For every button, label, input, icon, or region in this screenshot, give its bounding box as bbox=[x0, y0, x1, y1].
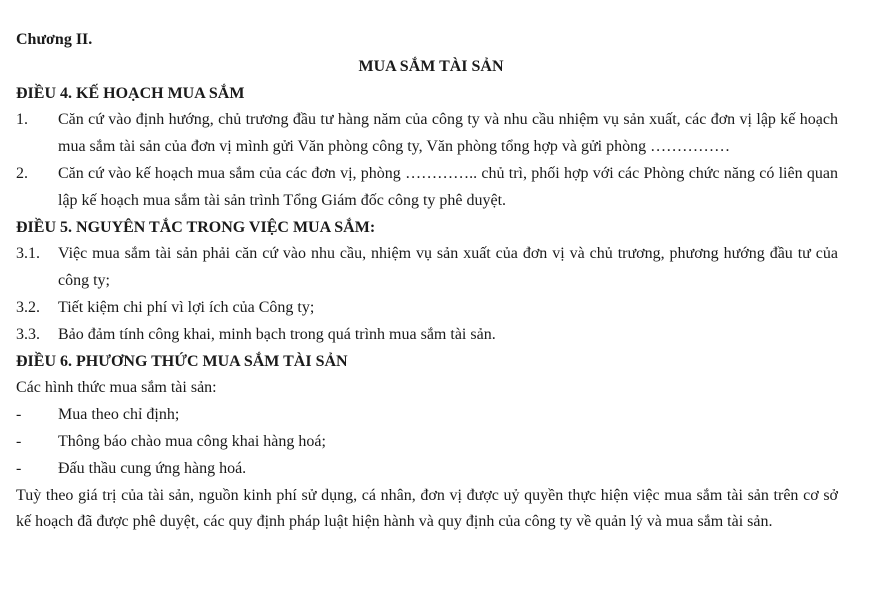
item-number: 3.2. bbox=[16, 298, 40, 316]
article-6-closing: Tuỳ theo giá trị của tài sản, nguồn kinh phí sử dụng, cá nhân, đơn vị được uỷ quyền thực hiện việc mua sắm tài sản trên cơ sở kế hoạch đã được phê duyệt, các quy định pháp luật hiện hành và quy định của công ty về quản lý và mua sắm tài sản. bbox=[16, 486, 838, 531]
item-text: Tiết kiệm chi phí vì lợi ích của Công ty; bbox=[58, 298, 315, 316]
item-text: Căn cứ vào kế hoạch mua sắm của các đơn vị, phòng ………….. chủ trì, phối hợp với các Phòng chức năng có liên quan lập kế hoạch mua sắm tài sản trình Tổng Giám đốc công ty phê duyệt. bbox=[58, 164, 838, 209]
article-5-item bbox=[16, 241, 838, 295]
item-number: 1. bbox=[16, 111, 28, 129]
item-number: 3.3. bbox=[16, 325, 40, 343]
bullet-text: Thông báo chào mua công khai hàng hoá; bbox=[58, 432, 326, 450]
bullet-item bbox=[16, 429, 838, 456]
bullet-text: Đấu thầu cung ứng hàng hoá. bbox=[58, 459, 247, 477]
bullet-mark: - bbox=[16, 432, 22, 450]
bullet-mark: - bbox=[16, 459, 22, 477]
bullet-text: Mua theo chỉ định; bbox=[58, 406, 180, 424]
item-text: Căn cứ vào định hướng, chủ trương đầu tư hàng năm của công ty và nhu cầu nhiệm vụ sản xuất, các đơn vị lập kế hoạch mua sắm tài sản của đơn vị mình gửi Văn phòng công ty, Văn phòng tổng hợp và gửi phòng …………… bbox=[58, 111, 838, 156]
item-number: 2. bbox=[16, 164, 28, 182]
article-4-item bbox=[16, 107, 838, 161]
article-5-item bbox=[16, 322, 838, 349]
article-6-heading: ĐIỀU 6. PHƯƠNG THỨC MUA SẮM TÀI SẢN bbox=[16, 352, 348, 370]
article-5-heading: ĐIỀU 5. NGUYÊN TẮC TRONG VIỆC MUA SẮM: bbox=[16, 218, 376, 236]
chapter-title: MUA SẮM TÀI SẢN bbox=[358, 57, 504, 75]
item-number: 3.1. bbox=[16, 245, 40, 263]
article-4-heading: ĐIỀU 4. KẾ HOẠCH MUA SẮM bbox=[16, 84, 245, 102]
article-4-item bbox=[16, 161, 838, 215]
bullet-item bbox=[16, 456, 838, 483]
article-6-intro: Các hình thức mua sắm tài sản: bbox=[16, 379, 217, 397]
article-5-item bbox=[16, 295, 838, 322]
bullet-mark: - bbox=[16, 406, 22, 424]
item-text: Bảo đảm tính công khai, minh bạch trong quá trình mua sắm tài sản. bbox=[58, 325, 496, 343]
bullet-item bbox=[16, 402, 838, 429]
item-text: Việc mua sắm tài sản phải căn cứ vào nhu cầu, nhiệm vụ sản xuất của đơn vị và chủ trương, phương hướng đầu tư của công ty; bbox=[58, 245, 838, 290]
chapter-label: Chương II. bbox=[16, 31, 93, 48]
